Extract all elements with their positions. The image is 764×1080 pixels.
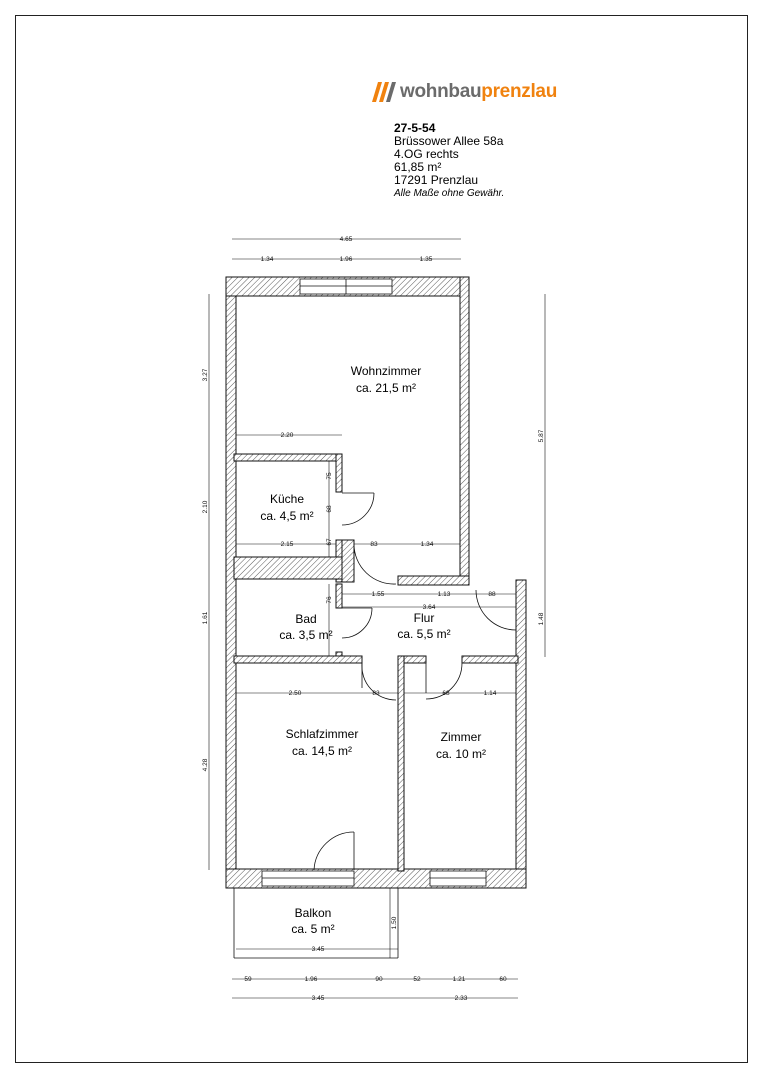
dim-flur-113: 1.13 xyxy=(437,591,451,598)
dim-kueche-67: 67 xyxy=(326,538,333,546)
property-street: Brüssower Allee 58a xyxy=(394,134,504,148)
wall-kueche-bad xyxy=(234,557,342,579)
wall-schlaf-zimmer xyxy=(398,656,404,871)
wall-kueche-top xyxy=(234,454,342,461)
wall-right-lower xyxy=(516,580,526,888)
dim-flur-155: 1.55 xyxy=(371,591,385,598)
dim-bot-a: 59 xyxy=(244,976,252,983)
dim-kueche-68: 68 xyxy=(326,505,333,513)
dim-left-c: 1.61 xyxy=(202,611,209,625)
room-name-wohnzimmer: Wohnzimmer xyxy=(350,364,422,378)
wall-right-upper xyxy=(460,277,469,582)
property-area: 61,85 m² xyxy=(394,160,442,174)
room-area-wohnzimmer: ca. 21,5 m² xyxy=(355,381,417,395)
room-name-zimmer: Zimmer xyxy=(440,730,482,744)
dim-flur-364: 3.64 xyxy=(422,604,436,611)
dim-bot-b: 1.96 xyxy=(304,976,318,983)
room-area-zimmer: ca. 10 m² xyxy=(435,747,487,761)
dim-left-b: 2.10 xyxy=(202,500,209,514)
property-code: 27-5-54 xyxy=(394,121,436,135)
dim-top-c: 1.35 xyxy=(419,256,433,263)
dim-bot-c: 90 xyxy=(375,976,383,983)
wall-flur-post xyxy=(342,540,354,582)
dim-door-83-a: 83 xyxy=(370,541,378,548)
dim-top-a: 1.34 xyxy=(260,256,274,263)
dim-kueche-215: 2.15 xyxy=(280,541,294,548)
dim-schlaf-250: 2.50 xyxy=(288,690,302,697)
dim-flur-88: 88 xyxy=(488,591,496,598)
dim-door-83-b: 83 xyxy=(372,690,380,697)
dim-bot-e: 1.21 xyxy=(452,976,466,983)
wall-step xyxy=(398,576,469,585)
brand-name-part1: wohnbau xyxy=(400,81,482,102)
dim-bot-total-b: 2.33 xyxy=(454,995,468,1002)
room-name-bad: Bad xyxy=(295,612,317,626)
dim-wohn-134: 1.34 xyxy=(420,541,434,548)
room-name-balkon: Balkon xyxy=(294,906,332,920)
dim-kueche-75: 75 xyxy=(326,472,333,480)
dim-bad-76: 76 xyxy=(326,596,333,604)
dim-zim-68: 68 xyxy=(442,690,450,697)
dim-right-a: 5.87 xyxy=(538,429,545,443)
dim-wohn-220: 2.20 xyxy=(280,432,294,439)
room-labels xyxy=(260,364,486,936)
wall-bad-right-a xyxy=(336,584,342,608)
property-floor: 4.OG rechts xyxy=(394,147,459,161)
dim-right-b: 1.48 xyxy=(538,612,545,626)
dim-bot-f: 60 xyxy=(499,976,507,983)
dim-zim-114: 1.14 xyxy=(483,690,497,697)
window-schlafzimmer xyxy=(262,871,354,886)
disclaimer: Alle Maße ohne Gewähr. xyxy=(394,188,505,199)
room-name-flur: Flur xyxy=(413,611,435,625)
room-area-balkon: ca. 5 m² xyxy=(291,922,335,936)
property-city: 17291 Prenzlau xyxy=(394,173,479,187)
wall-kueche-right-a xyxy=(336,454,342,492)
dim-left-d: 4.28 xyxy=(202,758,209,772)
wall-bad-bottom xyxy=(234,656,362,663)
dim-left-a: 3.27 xyxy=(202,368,209,382)
room-name-schlafzimmer: Schlafzimmer xyxy=(285,727,359,741)
dim-bot-d: 52 xyxy=(413,976,421,983)
dim-top-total: 4.65 xyxy=(339,236,353,243)
window-zimmer xyxy=(430,871,486,886)
dim-top-b: 1.96 xyxy=(339,256,353,263)
wall-flur-bottom-right xyxy=(462,656,518,663)
dim-bot-total-a: 3.45 xyxy=(311,995,325,1002)
brand-name-part2: prenzlau xyxy=(481,81,558,102)
room-name-kueche: Küche xyxy=(269,492,305,506)
room-area-flur: ca. 5,5 m² xyxy=(397,627,451,641)
room-area-bad: ca. 3,5 m² xyxy=(279,628,333,642)
room-area-schlafzimmer: ca. 14,5 m² xyxy=(291,744,353,758)
dim-balkon-150: 1.50 xyxy=(391,916,398,930)
room-area-kueche: ca. 4,5 m² xyxy=(260,509,314,523)
dim-balkon-345: 3.45 xyxy=(311,946,325,953)
wall-left xyxy=(226,277,236,888)
